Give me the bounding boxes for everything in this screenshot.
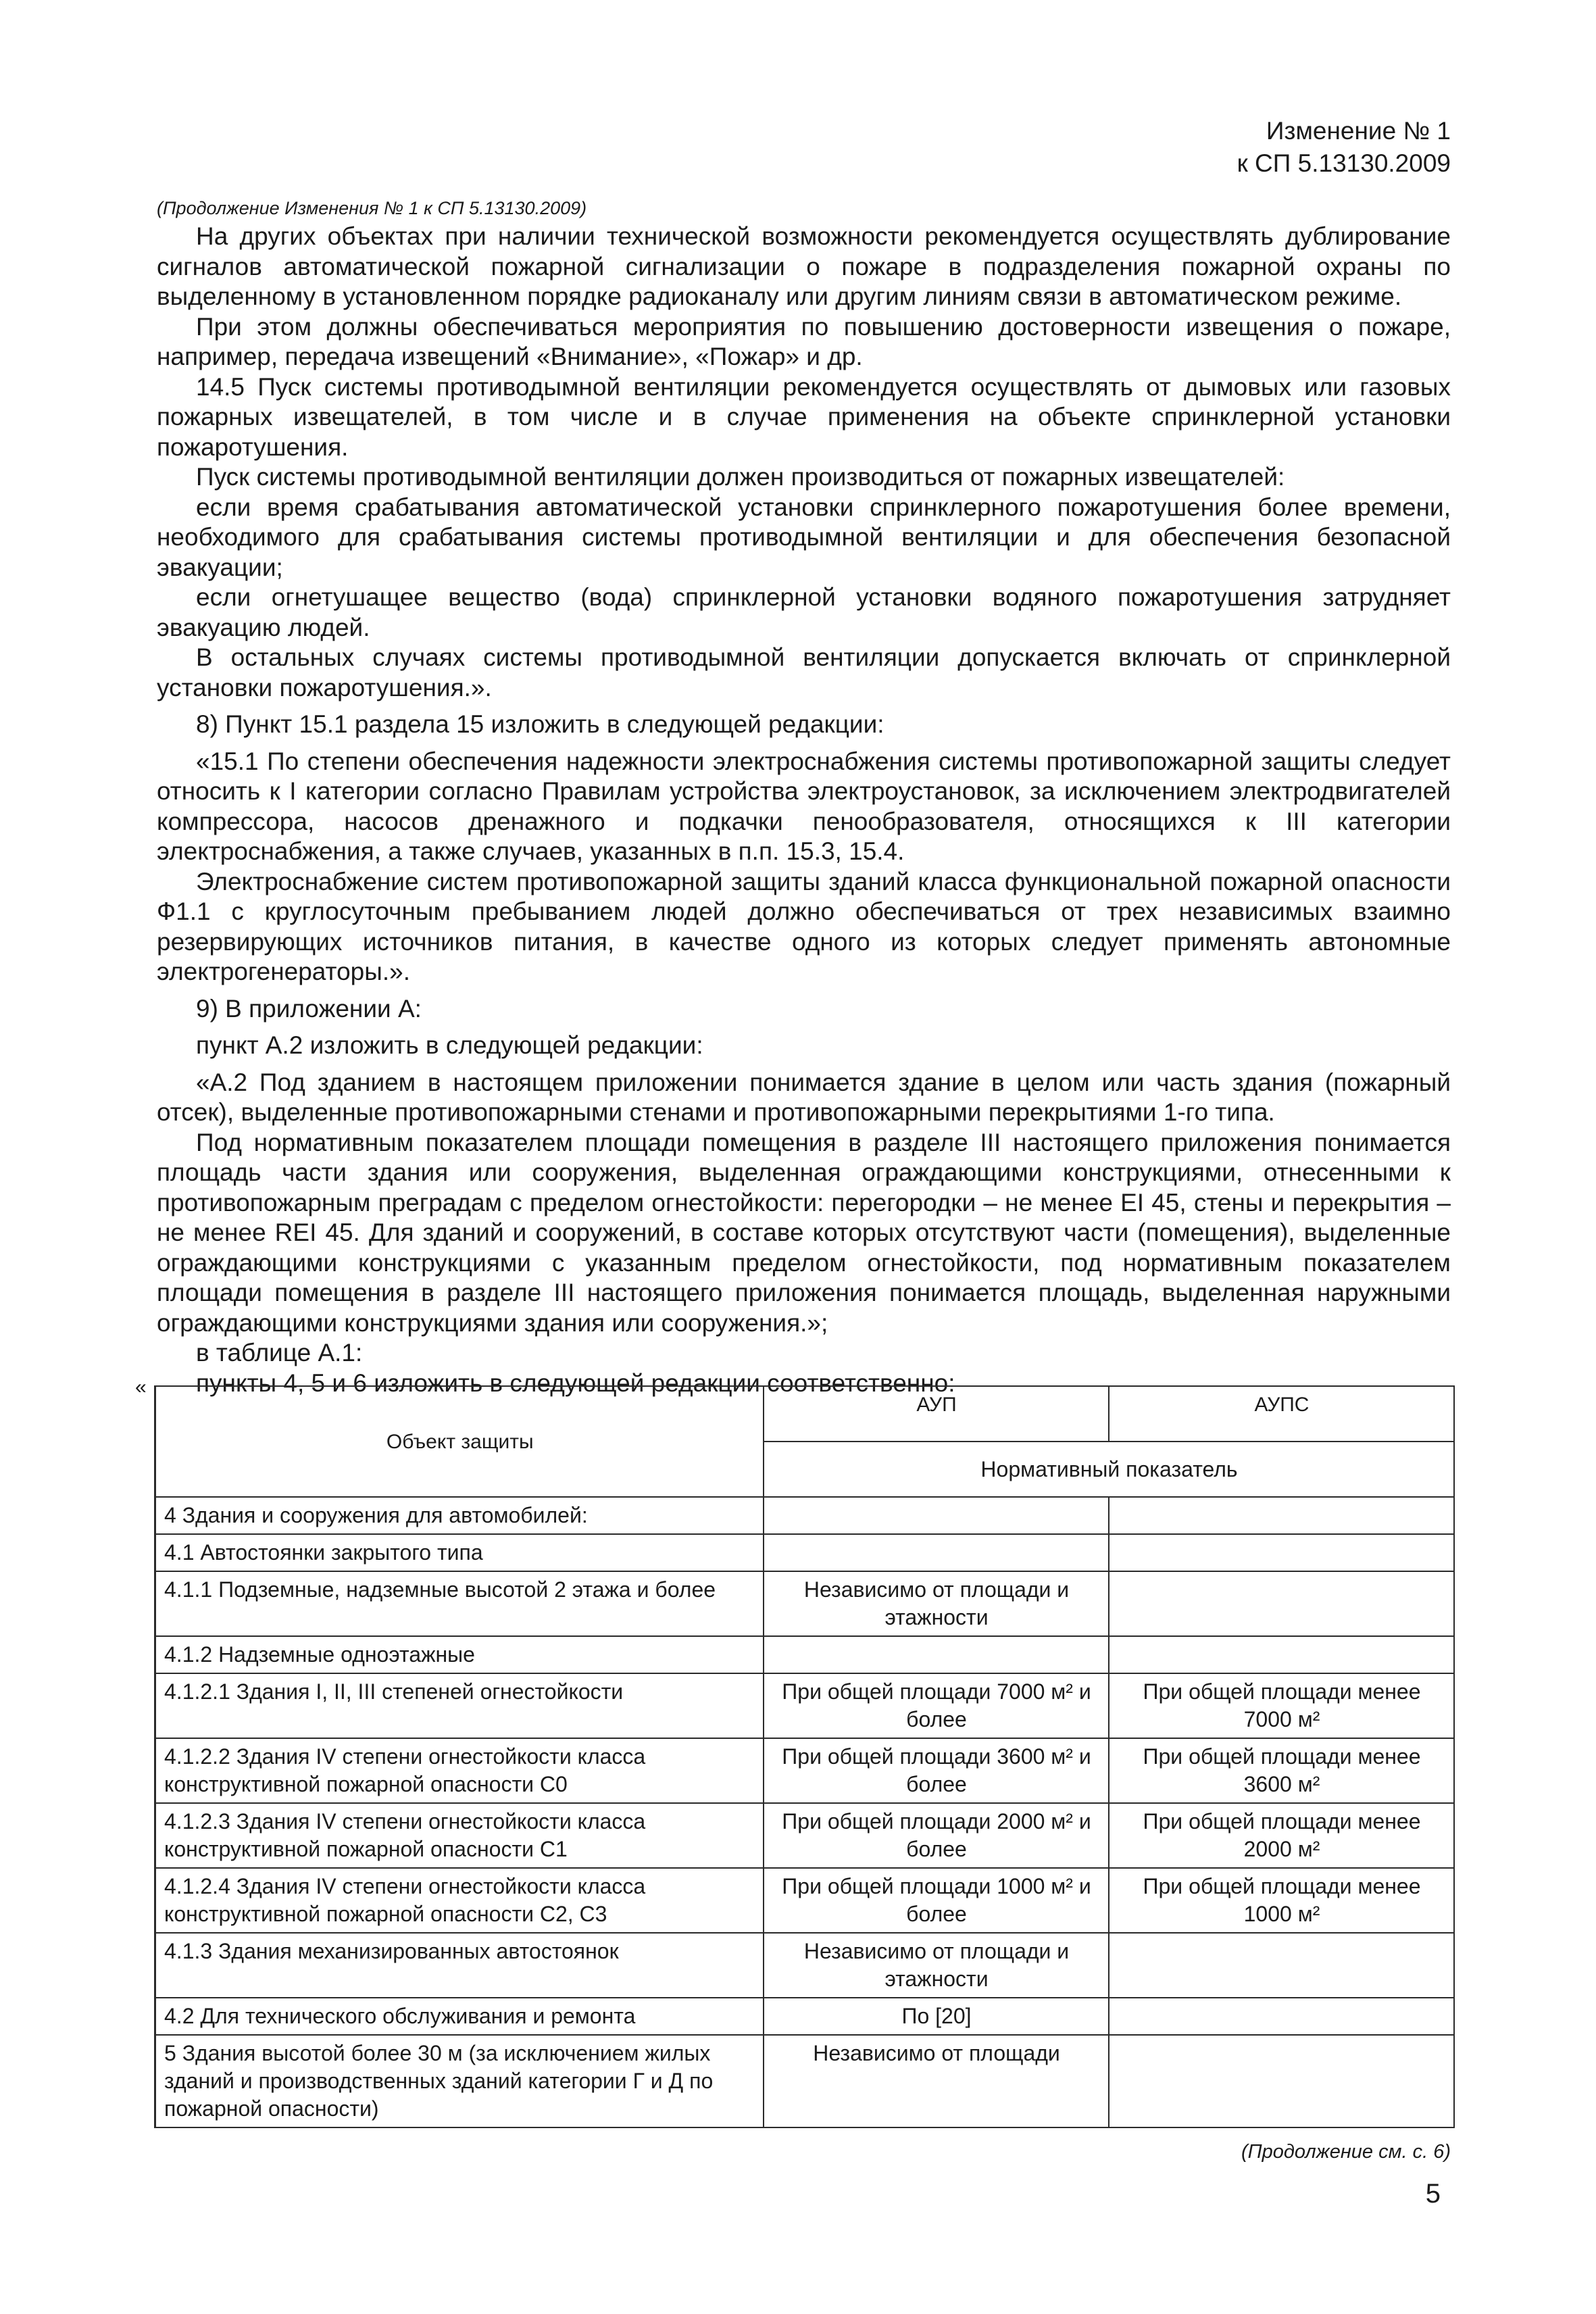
cell-aup: При общей площади 1000 м² и более — [764, 1868, 1109, 1933]
table-row — [155, 1933, 1454, 1998]
cell-aup: При общей площади 3600 м² и более — [764, 1738, 1109, 1803]
paragraph: «А.2 Под зданием в настоящем приложении понимается здание в целом или часть здания (пожарный отсек), выделенные противопожарными стенами и противопожарными перекрытиями 1-го типа. — [157, 1068, 1451, 1126]
cell-aups: При общей площади менее 3600 м² — [1109, 1738, 1454, 1803]
cell-aups — [1109, 2035, 1454, 2127]
cell-aups — [1109, 1571, 1454, 1636]
cell-aups — [1109, 1998, 1454, 2035]
paragraph: При этом должны обеспечиваться мероприятия по повышению достоверности извещения о пожаре, например, передача извещений «Внимание», «Пожар» и др. — [157, 312, 1451, 370]
table-row — [155, 1868, 1454, 1933]
table-header-row — [155, 1386, 1454, 1442]
cell-aup: При общей площади 7000 м² и более — [764, 1673, 1109, 1738]
cell-object: 4.1.2.2 Здания IV степени огнестойкости класса конструктивной пожарной опасности С0 — [155, 1738, 764, 1803]
table-open-quote: « — [135, 1376, 147, 1398]
header-norm: Нормативный показатель — [764, 1442, 1454, 1497]
body-text — [157, 222, 1451, 1398]
table-row — [155, 1534, 1454, 1571]
cell-object: 4.1.3 Здания механизированных автостоянок — [155, 1933, 764, 1998]
cell-aups: При общей площади менее 1000 м² — [1109, 1868, 1454, 1933]
paragraph: На других объектах при наличии технической возможности рекомендуется осуществлять дублирование сигналов автоматической пожарной сигнализации о пожаре в подразделения пожарной охраны по выделенному в установленном порядке радиоканалу или другим линиям связи в автоматическом режиме. — [157, 222, 1451, 310]
cell-object: 4.1.2.1 Здания I, II, III степеней огнестойкости — [155, 1673, 764, 1738]
paragraph: если время срабатывания автоматической установки спринклерного пожаротушения более времени, необходимого для срабатывания системы противодымной вентиляции и для обеспечения безопасной эвакуации; — [157, 493, 1451, 581]
cell-aups — [1109, 1636, 1454, 1673]
cell-aup: По [20] — [764, 1998, 1109, 2035]
page-number: 5 — [1425, 2179, 1441, 2209]
cell-object: 4.1.2.4 Здания IV степени огнестойкости класса конструктивной пожарной опасности С2, С3 — [155, 1868, 764, 1933]
cell-aup: Независимо от площади и этажности — [764, 1571, 1109, 1636]
continuation-note: (Продолжение Изменения № 1 к СП 5.13130.2009) — [157, 198, 587, 218]
paragraph: если огнетушащее вещество (вода) спринклерной установки водяного пожаротушения затрудняет эвакуацию людей. — [157, 583, 1451, 641]
document-header — [1237, 115, 1451, 180]
table-row — [155, 1571, 1454, 1636]
cell-object: 5 Здания высотой более 30 м (за исключением жилых зданий и производственных зданий категории Г и Д по пожарной опасности) — [155, 2035, 764, 2127]
paragraph: Электроснабжение систем противопожарной защиты зданий класса функциональной пожарной опасности Ф1.1 с круглосуточным пребыванием людей должно обеспечиваться от трех независимых взаимно резервирующих источников питания, в качестве одного из которых следует применять автономные электрогенераторы.». — [157, 867, 1451, 985]
table-row — [155, 1998, 1454, 2035]
cell-aups — [1109, 1534, 1454, 1571]
cell-aup: Независимо от площади — [764, 2035, 1109, 2127]
table-row — [155, 1673, 1454, 1738]
cell-aup — [764, 1534, 1109, 1571]
paragraph: В остальных случаях системы противодымной вентиляции допускается включать от спринклерной установки пожаротушения.». — [157, 643, 1451, 701]
cell-aups: При общей площади менее 7000 м² — [1109, 1673, 1454, 1738]
paragraph: 8) Пункт 15.1 раздела 15 изложить в следующей редакции: — [196, 710, 884, 738]
header-aup: АУП — [764, 1386, 1109, 1442]
paragraph: «15.1 По степени обеспечения надежности электроснабжения системы противопожарной защиты следует относить к I категории согласно Правилам устройства электроустановок, за исключением электродвигателей компрессора, насосов дренажного и подкачки пенообразователя, относящихся к III категории электроснабжения, а также случаев, указанных в п.п. 15.3, 15.4. — [157, 747, 1451, 865]
header-aups: АУПС — [1109, 1386, 1454, 1442]
paragraph: в таблице А.1: — [196, 1339, 363, 1367]
table-row — [155, 1636, 1454, 1673]
cell-aup: При общей площади 2000 м² и более — [764, 1803, 1109, 1868]
paragraph: пункты 4, 5 и 6 изложить в следующей редакции соответственно: — [196, 1369, 955, 1397]
paragraph: пункт А.2 изложить в следующей редакции: — [196, 1031, 703, 1059]
standard-reference: к СП 5.13130.2009 — [1237, 149, 1451, 177]
cell-object: 4.1.2.3 Здания IV степени огнестойкости класса конструктивной пожарной опасности С1 — [155, 1803, 764, 1868]
cell-object: 4 Здания и сооружения для автомобилей: — [155, 1497, 764, 1534]
cell-object: 4.1.2 Надземные одноэтажные — [155, 1636, 764, 1673]
header-object: Объект защиты — [155, 1386, 764, 1497]
cell-aups: При общей площади менее 2000 м² — [1109, 1803, 1454, 1868]
table-row — [155, 1497, 1454, 1534]
paragraph: Под нормативным показателем площади помещения в разделе III настоящего приложения понимается площадь части здания или сооружения, выделенная ограждающими конструкциями, отнесенными к противопожарным преградам с пределом огнестойкости: перегородки – не менее EI 45, стены и перекрытия – не менее REI 45. Для зданий и сооружений, в составе которых отсутствуют части (помещения), выделенные ограждающими конструкциями с указанным пределом огнестойкости, под нормативным показателем площади помещения в разделе III настоящего приложения понимается площадь, выделенная наружными ограждающими конструкциями здания или сооружения.»; — [157, 1128, 1451, 1337]
protection-table — [154, 1385, 1455, 2128]
paragraph: 9) В приложении А: — [196, 994, 422, 1023]
table-row — [155, 1803, 1454, 1868]
cell-aups — [1109, 1497, 1454, 1534]
cell-object: 4.2 Для технического обслуживания и ремонта — [155, 1998, 764, 2035]
table-row — [155, 1738, 1454, 1803]
paragraph: 14.5 Пуск системы противодымной вентиляции рекомендуется осуществлять от дымовых или газовых пожарных извещателей, в том числе и в случае применения на объекте спринклерной установки пожаротушения. — [157, 372, 1451, 461]
cell-aup: Независимо от площади и этажности — [764, 1933, 1109, 1998]
continuation-footer: (Продолжение см. с. 6) — [1241, 2141, 1451, 2163]
cell-aup — [764, 1636, 1109, 1673]
amendment-title: Изменение № 1 — [1266, 117, 1451, 145]
cell-aup — [764, 1497, 1109, 1534]
cell-object: 4.1.1 Подземные, надземные высотой 2 этажа и более — [155, 1571, 764, 1636]
paragraph: Пуск системы противодымной вентиляции должен производиться от пожарных извещателей: — [196, 463, 1285, 491]
table-row — [155, 2035, 1454, 2127]
cell-object: 4.1 Автостоянки закрытого типа — [155, 1534, 764, 1571]
cell-aups — [1109, 1933, 1454, 1998]
